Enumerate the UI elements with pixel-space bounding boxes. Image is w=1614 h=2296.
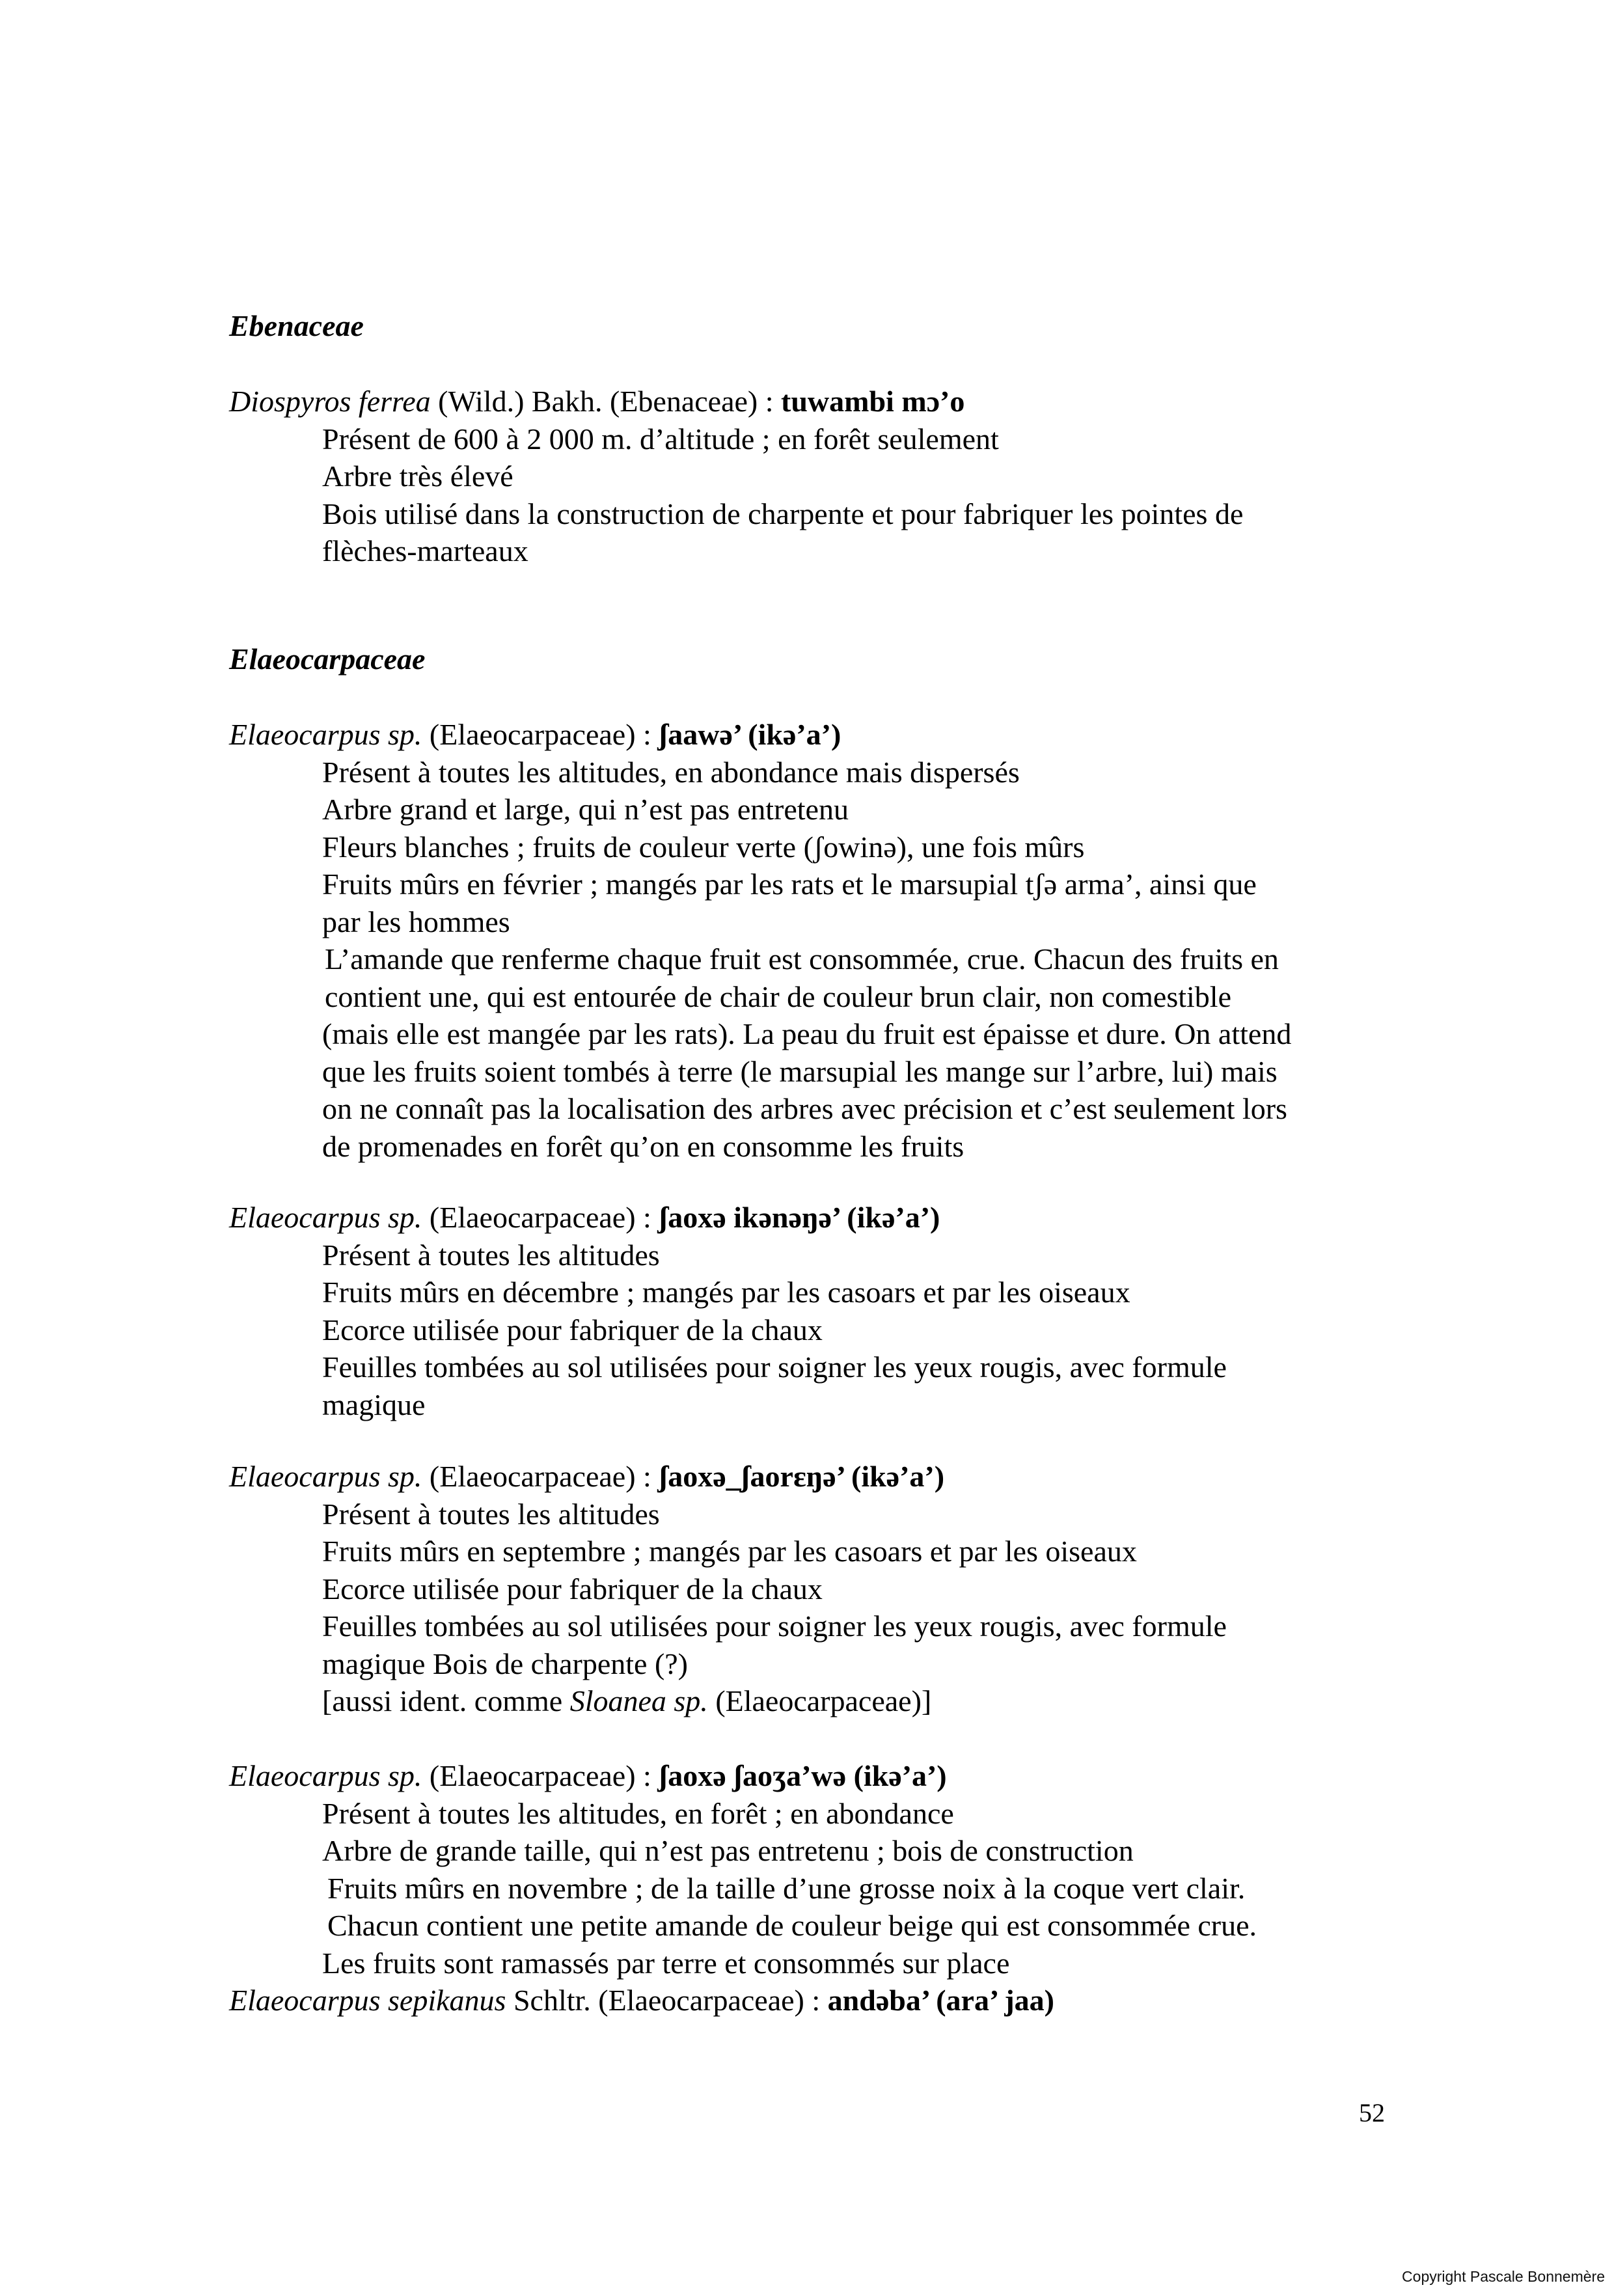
description-line: Présent à toutes les altitudes, en abondance mais dispersés (322, 755, 1020, 789)
scientific-name: Elaeocarpus sp. (229, 718, 422, 751)
scientific-name: Elaeocarpus sp. (229, 1759, 422, 1792)
scientific-name: Elaeocarpus sp. (229, 1201, 422, 1234)
description-line: Arbre très élevé (322, 459, 513, 493)
species-entry (229, 383, 1466, 570)
species-header (229, 1458, 1466, 1496)
description-line: Fleurs blanches ; fruits de couleur verte (ʃowinə), une fois mûrs (322, 830, 1085, 864)
description-line: Fruits mûrs en novembre ; de la taille d’une grosse noix à la coque vert clair. (327, 1871, 1246, 1905)
species-description (229, 1496, 1389, 1720)
description-line: Feuilles tombées au sol utilisées pour soigner les yeux rougis, avec formule (322, 1350, 1227, 1384)
description-line: Bois utilisé dans la construction de charpente et pour fabriquer les pointes de (322, 497, 1244, 530)
species-entry (229, 1982, 1466, 2019)
note-suffix: (Elaeocarpaceae)] (707, 1684, 932, 1717)
description-line: Présent de 600 à 2 000 m. d’altitude ; en forêt seulement (322, 422, 999, 456)
vernacular-name: andəba’ (ara’ jaa) (827, 1984, 1055, 2017)
family-heading: Elaeocarpaceae (229, 642, 426, 676)
description-line: Chacun contient une petite amande de couleur beige qui est consommée crue. (327, 1909, 1257, 1942)
authority: (Elaeocarpaceae) : (422, 1460, 659, 1493)
species-header (229, 716, 1466, 754)
description-line: flèches-marteaux (322, 534, 528, 567)
species-description (229, 1237, 1389, 1424)
authority: Schltr. (Elaeocarpaceae) : (506, 1984, 828, 2017)
authority: (Elaeocarpaceae) : (422, 718, 659, 751)
species-header (229, 1982, 1466, 2019)
authority: (Wild.) Bakh. (Ebenaceae) : (430, 385, 782, 418)
description-line: Présent à toutes les altitudes, en forêt ; en abondance (322, 1796, 954, 1830)
description-line: Arbre de grande taille, qui n’est pas entretenu ; bois de construction (322, 1834, 1134, 1867)
species-entry (229, 1757, 1466, 1982)
description-line: Ecorce utilisée pour fabriquer de la chaux (322, 1313, 823, 1346)
species-entry (229, 1199, 1466, 1423)
description-line: magique Bois de charpente (?) (322, 1647, 688, 1680)
note-prefix: [aussi ident. comme (322, 1684, 570, 1717)
species-description (229, 1795, 1389, 1982)
vernacular-name: ʃaawə’ (ikə’a’) (659, 718, 841, 751)
description-line: Arbre grand et large, qui n’est pas entretenu (322, 793, 849, 826)
vernacular-name: tuwambi mɔ’o (781, 385, 965, 418)
description-line: Fruits mûrs en février ; mangés par les rats et le marsupial tʃə arma’, ainsi que (322, 868, 1257, 901)
identification-note (322, 1682, 1389, 1720)
description-line: de promenades en forêt qu’on en consomme les fruits (322, 1129, 964, 1163)
species-description (229, 754, 1389, 1166)
scientific-name: Elaeocarpus sp. (229, 1460, 422, 1493)
description-line: L’amande que renferme chaque fruit est consommée, crue. Chacun des fruits en (325, 942, 1279, 976)
description-line: (mais elle est mangée par les rats). La peau du fruit est épaisse et dure. On attend (322, 1017, 1292, 1050)
scientific-name: Diospyros ferrea (229, 385, 431, 418)
description-line: on ne connaît pas la localisation des arbres avec précision et c’est seulement lors (322, 1092, 1287, 1125)
note-scientific-name: Sloanea sp. (569, 1684, 708, 1717)
description-line: Les fruits sont ramassés par terre et consommés sur place (322, 1946, 1010, 1980)
description-line: Fruits mûrs en décembre ; mangés par les casoars et par les oiseaux (322, 1276, 1130, 1309)
description-line: contient une, qui est entourée de chair de couleur brun clair, non comestible (325, 979, 1231, 1013)
description-line: Présent à toutes les altitudes (322, 1497, 660, 1531)
species-header (229, 383, 1466, 420)
vernacular-name: ʃaoxə_ʃaorɛŋə’ (ikə’a’) (659, 1460, 945, 1493)
description-line: Présent à toutes les altitudes (322, 1238, 660, 1272)
copyright-notice: Copyright Pascale Bonnemère (1402, 2268, 1605, 2285)
species-header (229, 1757, 1466, 1795)
description-line: Ecorce utilisée pour fabriquer de la chaux (322, 1572, 823, 1606)
scientific-name: Elaeocarpus sepikanus (229, 1984, 506, 2017)
species-entry (229, 1458, 1466, 1720)
description-line: que les fruits soient tombés à terre (le marsupial les mange sur l’arbre, lui) mais (322, 1054, 1278, 1088)
description-line: Fruits mûrs en septembre ; mangés par les casoars et par les oiseaux (322, 1535, 1137, 1568)
vernacular-name: ʃaoxə ikənəŋə’ (ikə’a’) (659, 1201, 940, 1234)
description-line: par les hommes (322, 905, 510, 938)
family-heading: Ebenaceae (229, 309, 364, 342)
page-number: 52 (1359, 2098, 1385, 2127)
species-description (229, 420, 1389, 570)
vernacular-name: ʃaoxə ʃaoʒa’wə (ikə’a’) (659, 1759, 947, 1792)
authority: (Elaeocarpaceae) : (422, 1201, 659, 1234)
description-line: magique (322, 1387, 426, 1421)
species-entry (229, 716, 1466, 1165)
species-header (229, 1199, 1466, 1237)
description-line: Feuilles tombées au sol utilisées pour soigner les yeux rougis, avec formule (322, 1609, 1227, 1643)
authority: (Elaeocarpaceae) : (422, 1759, 659, 1792)
